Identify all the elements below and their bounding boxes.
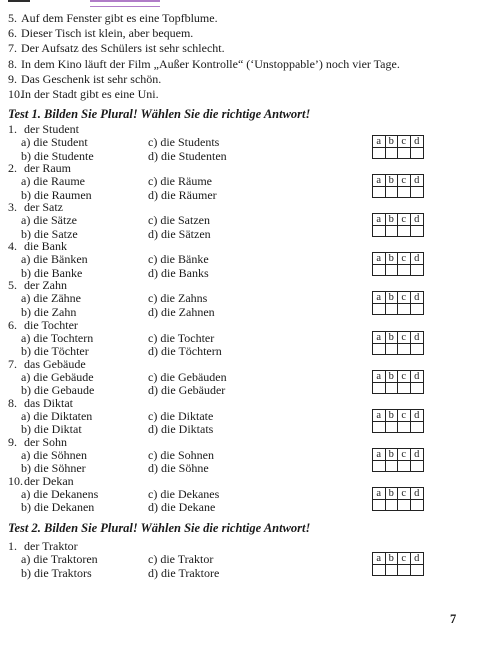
answer-grid	[372, 448, 424, 472]
answer-option-a: a) die Sätze	[21, 213, 77, 228]
answer-grid-letter: c	[398, 332, 411, 344]
question-block	[8, 200, 478, 240]
answer-grid-box[interactable]	[398, 500, 411, 510]
answer-option-a: a) die Zähne	[21, 291, 81, 306]
answer-option-c: c) die Tochter	[148, 330, 215, 345]
question-noun: der Raum	[24, 161, 71, 176]
sentence-item	[8, 87, 478, 102]
answer-grid-letter: a	[373, 136, 386, 148]
answer-grid-box[interactable]	[373, 148, 386, 158]
answer-option-b: b) die Zahn	[21, 304, 77, 319]
answer-grid-letter: d	[411, 488, 424, 500]
question-block	[8, 278, 478, 318]
answer-grid-box[interactable]	[373, 304, 386, 314]
answer-option-d: d) die Töchtern	[148, 344, 222, 358]
answer-grid-box[interactable]	[386, 265, 399, 275]
answer-grid-box[interactable]	[398, 265, 411, 275]
answer-option-a: a) die Tochtern	[21, 330, 94, 345]
answer-grid-letter: c	[398, 292, 411, 304]
answer-grid-box[interactable]	[386, 187, 399, 197]
question-noun: der Student	[24, 122, 79, 136]
question-noun: der Satz	[24, 200, 63, 215]
answer-grid-letter: a	[373, 449, 386, 461]
answer-option-b: b) die Söhner	[21, 461, 86, 476]
answer-grid	[372, 291, 424, 315]
question-number: 2.	[8, 161, 17, 176]
answer-grid-letter: d	[411, 410, 424, 422]
answer-option-d: d) die Studenten	[148, 148, 227, 163]
answer-grid-box[interactable]	[398, 304, 411, 314]
answer-grid-letter: b	[386, 136, 399, 148]
sentence-item	[8, 41, 478, 56]
answer-grid-letter: b	[386, 488, 399, 500]
sentence-text: Der Aufsatz des Schülers ist sehr schlecht.	[21, 41, 225, 56]
answer-grid-letter: a	[373, 371, 386, 383]
answer-grid-letter: b	[386, 332, 399, 344]
question-block	[8, 474, 478, 514]
answer-option-a: a) die Traktoren	[21, 552, 98, 566]
answer-grid-box[interactable]	[411, 265, 424, 275]
question-noun: der Sohn	[24, 434, 67, 449]
answer-grid-box[interactable]	[411, 500, 424, 510]
answer-grid-box[interactable]	[386, 500, 399, 510]
answer-grid	[372, 331, 424, 355]
answer-grid-box[interactable]	[398, 148, 411, 158]
test2-title: Test 2. Bilden Sie Plural! Wählen Sie die richtige Antwort!	[8, 521, 311, 535]
answer-option-d: d) die Söhne	[148, 461, 209, 476]
sentence-text: In dem Kino läuft der Film „Außer Kontrolle“ (‘Unstoppable’) noch vier Tage.	[21, 56, 400, 71]
answer-option-b: b) die Studente	[21, 148, 94, 163]
top-decorative-rules	[0, 0, 170, 8]
answer-grid-box[interactable]	[373, 344, 386, 354]
answer-option-a: a) die Raume	[21, 174, 85, 189]
answer-grid-letter: d	[411, 253, 424, 265]
answer-grid-box[interactable]	[386, 422, 399, 432]
answer-grid-letter: d	[411, 449, 424, 461]
answer-grid-letter: b	[386, 553, 399, 565]
question-number: 4.	[8, 239, 17, 254]
sentence-text: Dieser Tisch ist klein, aber bequem.	[21, 26, 194, 41]
sentence-number: 6.	[8, 26, 17, 41]
answer-grid-box[interactable]	[386, 344, 399, 354]
answer-grid-letter: a	[373, 553, 386, 565]
answer-grid-box[interactable]	[398, 344, 411, 354]
answer-option-d: d) die Gebäuder	[148, 383, 226, 398]
answer-grid-letter: a	[373, 214, 386, 226]
question-noun: der Zahn	[24, 278, 67, 293]
answer-grid-box[interactable]	[398, 422, 411, 432]
answer-grid-letter: b	[386, 449, 399, 461]
answer-option-c: c) die Traktor	[148, 552, 214, 566]
answer-grid-box[interactable]	[386, 461, 399, 471]
answer-grid-box[interactable]	[411, 187, 424, 197]
answer-option-d: d) die Diktats	[148, 422, 214, 437]
test1-title: Test 1. Bilden Sie Plural! Wählen Sie die richtige Antwort!	[8, 107, 311, 121]
answer-grid-letter: a	[373, 410, 386, 422]
answer-grid-letter: a	[373, 332, 386, 344]
answer-grid-letter: c	[398, 488, 411, 500]
answer-option-c: c) die Bänke	[148, 252, 209, 267]
answer-option-b: b) die Banke	[21, 265, 83, 280]
answer-option-a: a) die Söhnen	[21, 447, 87, 462]
answer-option-b: b) die Gebaude	[21, 383, 95, 398]
answer-grid-box[interactable]	[398, 565, 411, 575]
sentence-number: 9.	[8, 71, 17, 86]
answer-option-a: a) die Bänken	[21, 252, 88, 267]
answer-grid-box[interactable]	[373, 500, 386, 510]
answer-option-d: d) die Banks	[148, 265, 209, 280]
question-number: 1.	[8, 539, 17, 553]
answer-grid-box[interactable]	[386, 383, 399, 393]
question-number: 8.	[8, 395, 17, 410]
sentence-number: 10.	[8, 87, 23, 102]
answer-grid-box[interactable]	[373, 422, 386, 432]
answer-grid-box[interactable]	[373, 383, 386, 393]
question-block	[8, 318, 478, 358]
answer-grid-box[interactable]	[386, 148, 399, 158]
question-number: 5.	[8, 278, 17, 293]
question-number: 3.	[8, 200, 17, 215]
top-rule	[90, 6, 160, 7]
answer-grid-box[interactable]	[411, 148, 424, 158]
sentence-number: 5.	[8, 11, 17, 25]
answer-grid	[372, 135, 424, 159]
sentence-item	[8, 57, 478, 72]
question-noun: das Diktat	[24, 395, 73, 410]
answer-grid-letter: a	[373, 488, 386, 500]
answer-grid-box[interactable]	[373, 265, 386, 275]
answer-grid-box[interactable]	[411, 461, 424, 471]
answer-option-b: b) die Raumen	[21, 187, 92, 202]
question-number: 9.	[8, 434, 17, 449]
answer-option-c: c) die Dekanes	[148, 486, 220, 501]
answer-grid-letter: d	[411, 371, 424, 383]
question-noun: der Traktor	[24, 539, 78, 553]
answer-grid-letter: b	[386, 175, 399, 187]
answer-grid	[372, 174, 424, 198]
answer-grid-letter: a	[373, 292, 386, 304]
answer-grid-box[interactable]	[386, 565, 399, 575]
answer-option-b: b) die Töchter	[21, 344, 89, 358]
top-rule	[90, 0, 160, 2]
sentence-number: 7.	[8, 41, 17, 56]
question-block	[8, 539, 478, 579]
answer-grid-box[interactable]	[411, 383, 424, 393]
top-rule	[8, 0, 30, 2]
answer-grid-letter: b	[386, 410, 399, 422]
answer-option-d: d) die Dekane	[148, 500, 216, 515]
answer-option-c: c) die Räume	[148, 174, 212, 189]
answer-option-c: c) die Diktate	[148, 408, 214, 423]
answer-grid-box[interactable]	[373, 187, 386, 197]
answer-grid-letter: d	[411, 553, 424, 565]
answer-option-d: d) die Traktore	[148, 565, 220, 580]
answer-option-b: b) die Dekanen	[21, 500, 95, 515]
answer-grid-box[interactable]	[386, 304, 399, 314]
answer-option-c: c) die Satzen	[148, 213, 210, 228]
answer-option-a: a) die Student	[21, 135, 88, 149]
question-noun: die Bank	[24, 239, 67, 254]
answer-grid-letter: c	[398, 136, 411, 148]
answer-option-d: d) die Sätzen	[148, 226, 211, 241]
question-block	[8, 396, 478, 436]
answer-grid-letter: a	[373, 175, 386, 187]
answer-grid	[372, 487, 424, 511]
answer-grid-letter: b	[386, 371, 399, 383]
answer-grid-box[interactable]	[386, 226, 399, 236]
answer-option-c: c) die Sohnen	[148, 447, 214, 462]
answer-option-b: b) die Traktors	[21, 565, 92, 580]
answer-option-d: d) die Räumer	[148, 187, 217, 202]
answer-option-a: a) die Diktaten	[21, 408, 93, 423]
answer-grid-letter: d	[411, 136, 424, 148]
answer-grid-box[interactable]	[373, 226, 386, 236]
answer-option-a: a) die Gebäude	[21, 369, 94, 384]
question-block	[8, 239, 478, 279]
answer-grid-box[interactable]	[398, 187, 411, 197]
answer-grid-letter: c	[398, 449, 411, 461]
question-noun: der Dekan	[24, 473, 74, 488]
question-number: 6.	[8, 317, 17, 332]
answer-grid-box[interactable]	[411, 344, 424, 354]
answer-grid	[372, 370, 424, 394]
answer-grid-letter: b	[386, 292, 399, 304]
answer-option-c: c) die Gebäuden	[148, 369, 227, 384]
answer-grid-box[interactable]	[411, 422, 424, 432]
sentence-list	[8, 11, 478, 102]
answer-grid-box[interactable]	[373, 461, 386, 471]
answer-grid-box[interactable]	[411, 565, 424, 575]
sentence-item	[8, 11, 478, 26]
answer-grid-letter: a	[373, 253, 386, 265]
sentence-item	[8, 72, 478, 87]
sentence-number: 8.	[8, 56, 17, 71]
answer-grid-letter: c	[398, 410, 411, 422]
answer-grid-letter: d	[411, 214, 424, 226]
answer-grid-letter: c	[398, 214, 411, 226]
sentence-text: In der Stadt gibt es eine Uni.	[21, 87, 159, 102]
answer-grid-letter: c	[398, 175, 411, 187]
page-number: 7	[450, 612, 457, 626]
answer-option-b: b) die Satze	[21, 226, 78, 241]
answer-option-c: c) die Zahns	[148, 291, 208, 306]
answer-grid	[372, 552, 424, 576]
question-number: 7.	[8, 356, 17, 371]
answer-option-a: a) die Dekanens	[21, 486, 99, 501]
answer-option-d: d) die Zahnen	[148, 304, 215, 319]
sentence-text: Das Geschenk ist sehr schön.	[21, 71, 162, 86]
answer-grid-box[interactable]	[398, 226, 411, 236]
answer-grid-letter: d	[411, 175, 424, 187]
answer-grid-box[interactable]	[411, 226, 424, 236]
question-number: 10.	[8, 473, 23, 488]
answer-grid-letter: d	[411, 292, 424, 304]
answer-grid-letter: b	[386, 214, 399, 226]
answer-grid	[372, 252, 424, 276]
answer-option-c: c) die Students	[148, 135, 220, 149]
sentence-item	[8, 26, 478, 41]
answer-grid	[372, 409, 424, 433]
question-block	[8, 357, 478, 397]
answer-grid-box[interactable]	[411, 304, 424, 314]
answer-grid-letter: d	[411, 332, 424, 344]
answer-grid-letter: b	[386, 253, 399, 265]
question-block	[8, 161, 478, 201]
answer-grid-letter: c	[398, 553, 411, 565]
answer-grid-letter: c	[398, 371, 411, 383]
question-number: 1.	[8, 122, 17, 136]
answer-grid-box[interactable]	[373, 565, 386, 575]
answer-grid-letter: c	[398, 253, 411, 265]
question-noun: das Gebäude	[24, 356, 86, 371]
question-block	[8, 435, 478, 475]
answer-grid-box[interactable]	[398, 383, 411, 393]
sentence-text: Auf dem Fenster gibt es eine Topfblume.	[21, 11, 218, 25]
answer-grid	[372, 213, 424, 237]
answer-option-b: b) die Diktat	[21, 422, 82, 437]
question-block	[8, 122, 478, 162]
answer-grid-box[interactable]	[398, 461, 411, 471]
question-noun: die Tochter	[24, 317, 78, 332]
